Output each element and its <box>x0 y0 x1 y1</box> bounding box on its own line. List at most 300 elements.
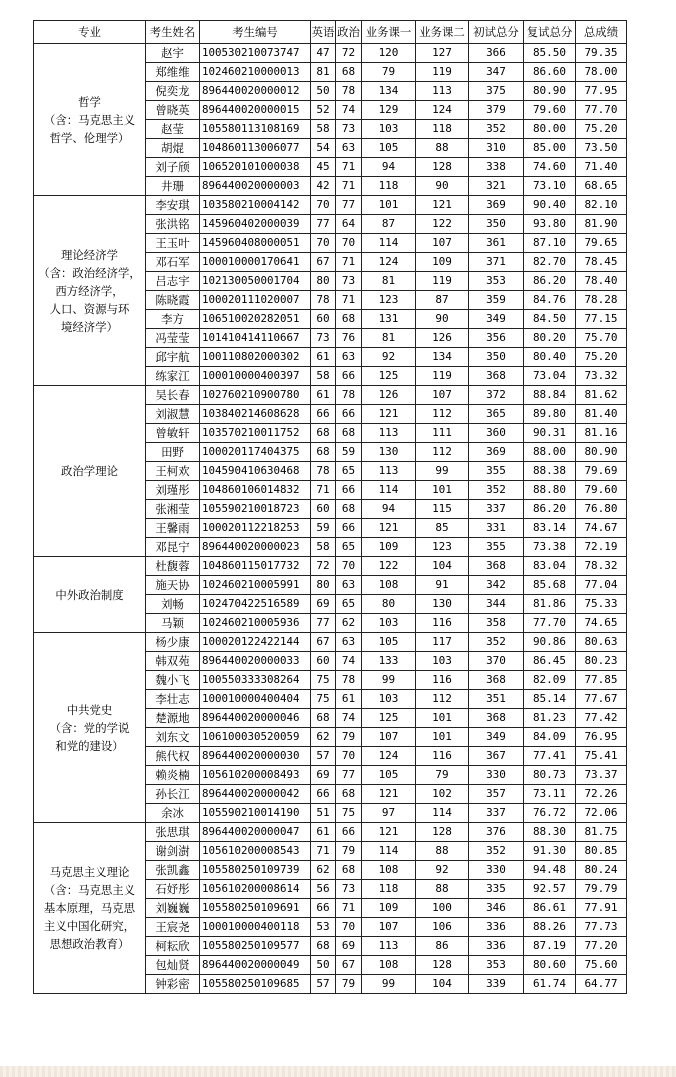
exam-id: 896440020000042 <box>200 785 311 804</box>
final-score: 79.60 <box>576 481 627 500</box>
course-1-score: 105 <box>362 633 416 652</box>
header-initial-total: 初试总分 <box>469 21 524 44</box>
course-2-score: 128 <box>416 823 469 842</box>
english-score: 71 <box>311 481 336 500</box>
candidate-name: 赵莹 <box>146 120 200 139</box>
candidate-name: 张凯鑫 <box>146 861 200 880</box>
course-1-score: 125 <box>362 367 416 386</box>
course-2-score: 102 <box>416 785 469 804</box>
exam-id: 103840214608628 <box>200 405 311 424</box>
politics-score: 78 <box>336 386 362 405</box>
initial-total: 368 <box>469 671 524 690</box>
initial-total: 351 <box>469 690 524 709</box>
retest-total: 89.80 <box>524 405 576 424</box>
course-1-score: 101 <box>362 196 416 215</box>
initial-total: 371 <box>469 253 524 272</box>
exam-id: 105610200008493 <box>200 766 311 785</box>
candidate-name: 孙长江 <box>146 785 200 804</box>
candidate-name: 陈晓霞 <box>146 291 200 310</box>
course-1-score: 107 <box>362 918 416 937</box>
retest-total: 86.20 <box>524 500 576 519</box>
initial-total: 331 <box>469 519 524 538</box>
final-score: 80.63 <box>576 633 627 652</box>
english-score: 61 <box>311 823 336 842</box>
english-score: 60 <box>311 652 336 671</box>
final-score: 77.73 <box>576 918 627 937</box>
candidate-name: 石妤彤 <box>146 880 200 899</box>
course-2-score: 117 <box>416 633 469 652</box>
retest-total: 91.30 <box>524 842 576 861</box>
course-1-score: 126 <box>362 386 416 405</box>
candidate-name: 刘淑慧 <box>146 405 200 424</box>
final-score: 77.70 <box>576 101 627 120</box>
major-label-line: 主义中国化研究， <box>43 919 136 933</box>
table-row <box>34 633 627 652</box>
header-politics: 政治 <box>336 21 362 44</box>
exam-id: 102130050001704 <box>200 272 311 291</box>
exam-id: 100020117404375 <box>200 443 311 462</box>
exam-id: 101410414110667 <box>200 329 311 348</box>
initial-total: 339 <box>469 975 524 994</box>
final-score: 77.42 <box>576 709 627 728</box>
politics-score: 78 <box>336 82 362 101</box>
table-row <box>34 386 627 405</box>
course-1-score: 108 <box>362 956 416 975</box>
major-cell <box>34 823 146 994</box>
major-label-line: 西方经济学， <box>55 283 124 298</box>
exam-id: 100550333308264 <box>200 671 311 690</box>
retest-total: 83.14 <box>524 519 576 538</box>
exam-id: 102460210005991 <box>200 576 311 595</box>
course-1-score: 94 <box>362 500 416 519</box>
candidate-name: 刘畅 <box>146 595 200 614</box>
retest-total: 73.38 <box>524 538 576 557</box>
retest-total: 84.76 <box>524 291 576 310</box>
retest-total: 81.86 <box>524 595 576 614</box>
initial-total: 355 <box>469 462 524 481</box>
candidate-name: 刘子颀 <box>146 158 200 177</box>
course-1-score: 80 <box>362 595 416 614</box>
initial-total: 376 <box>469 823 524 842</box>
politics-score: 66 <box>336 481 362 500</box>
retest-total: 87.10 <box>524 234 576 253</box>
english-score: 57 <box>311 747 336 766</box>
politics-score: 63 <box>336 633 362 652</box>
politics-score: 69 <box>336 937 362 956</box>
retest-total: 90.40 <box>524 196 576 215</box>
initial-total: 375 <box>469 82 524 101</box>
course-2-score: 128 <box>416 158 469 177</box>
english-score: 51 <box>311 804 336 823</box>
candidate-name: 王宸尧 <box>146 918 200 937</box>
candidate-name: 曾晓英 <box>146 101 200 120</box>
course-2-score: 127 <box>416 44 469 63</box>
final-score: 75.20 <box>576 120 627 139</box>
politics-score: 71 <box>336 253 362 272</box>
exam-id: 896440020000047 <box>200 823 311 842</box>
exam-id: 105580113108169 <box>200 120 311 139</box>
table-row <box>34 44 627 63</box>
retest-total: 85.68 <box>524 576 576 595</box>
major-label-line: 理论经济学 <box>61 247 118 262</box>
exam-id: 896440020000030 <box>200 747 311 766</box>
final-score: 73.50 <box>576 139 627 158</box>
course-1-score: 120 <box>362 44 416 63</box>
course-2-score: 100 <box>416 899 469 918</box>
english-score: 70 <box>311 234 336 253</box>
initial-total: 349 <box>469 728 524 747</box>
final-score: 81.16 <box>576 424 627 443</box>
major-label-line: 中共党史 <box>66 702 113 717</box>
english-score: 68 <box>311 709 336 728</box>
final-score: 71.40 <box>576 158 627 177</box>
initial-total: 365 <box>469 405 524 424</box>
course-2-score: 103 <box>416 652 469 671</box>
exam-id: 104590410630468 <box>200 462 311 481</box>
course-1-score: 108 <box>362 576 416 595</box>
final-score: 80.90 <box>576 443 627 462</box>
final-score: 73.37 <box>576 766 627 785</box>
final-score: 68.65 <box>576 177 627 196</box>
final-score: 77.85 <box>576 671 627 690</box>
bottom-decorative-strip <box>0 1066 676 1077</box>
initial-total: 342 <box>469 576 524 595</box>
final-score: 73.32 <box>576 367 627 386</box>
retest-total: 84.50 <box>524 310 576 329</box>
course-2-score: 122 <box>416 215 469 234</box>
final-score: 80.24 <box>576 861 627 880</box>
initial-total: 321 <box>469 177 524 196</box>
initial-total: 366 <box>469 44 524 63</box>
final-score: 77.15 <box>576 310 627 329</box>
major-cell <box>34 557 146 633</box>
final-score: 77.67 <box>576 690 627 709</box>
initial-total: 357 <box>469 785 524 804</box>
exam-id: 896440020000046 <box>200 709 311 728</box>
header-name: 考生姓名 <box>146 21 200 44</box>
final-score: 78.00 <box>576 63 627 82</box>
course-2-score: 99 <box>416 462 469 481</box>
politics-score: 68 <box>336 861 362 880</box>
retest-total: 77.70 <box>524 614 576 633</box>
course-1-score: 129 <box>362 101 416 120</box>
table-row <box>34 823 627 842</box>
candidate-name: 邓昆宁 <box>146 538 200 557</box>
exam-id: 105580250109739 <box>200 861 311 880</box>
initial-total: 355 <box>469 538 524 557</box>
politics-score: 71 <box>336 177 362 196</box>
course-2-score: 109 <box>416 253 469 272</box>
course-1-score: 114 <box>362 842 416 861</box>
final-score: 75.70 <box>576 329 627 348</box>
retest-total: 80.20 <box>524 329 576 348</box>
final-score: 81.62 <box>576 386 627 405</box>
course-2-score: 123 <box>416 538 469 557</box>
course-2-score: 119 <box>416 63 469 82</box>
major-cell <box>34 196 146 386</box>
candidate-name: 邱宇航 <box>146 348 200 367</box>
course-2-score: 115 <box>416 500 469 519</box>
retest-total: 90.31 <box>524 424 576 443</box>
politics-score: 74 <box>336 652 362 671</box>
header-row <box>34 21 627 44</box>
candidate-name: 刘东文 <box>146 728 200 747</box>
retest-total: 80.90 <box>524 82 576 101</box>
course-2-score: 91 <box>416 576 469 595</box>
major-label-line: 基本原理，马克思 <box>43 901 136 915</box>
politics-score: 66 <box>336 519 362 538</box>
retest-total: 86.61 <box>524 899 576 918</box>
course-1-score: 99 <box>362 975 416 994</box>
candidate-name: 余冰 <box>146 804 200 823</box>
initial-total: 353 <box>469 956 524 975</box>
course-1-score: 113 <box>362 462 416 481</box>
course-2-score: 111 <box>416 424 469 443</box>
initial-total: 310 <box>469 139 524 158</box>
politics-score: 68 <box>336 310 362 329</box>
course-1-score: 107 <box>362 728 416 747</box>
candidate-name: 魏小飞 <box>146 671 200 690</box>
exam-id: 896440020000003 <box>200 177 311 196</box>
initial-total: 338 <box>469 158 524 177</box>
course-1-score: 133 <box>362 652 416 671</box>
course-2-score: 124 <box>416 101 469 120</box>
politics-score: 74 <box>336 101 362 120</box>
english-score: 53 <box>311 918 336 937</box>
header-exam-id: 考生编号 <box>200 21 311 44</box>
course-1-score: 113 <box>362 424 416 443</box>
exam-id: 896440020000023 <box>200 538 311 557</box>
course-2-score: 101 <box>416 728 469 747</box>
candidate-name: 刘瑾彤 <box>146 481 200 500</box>
exam-id: 103580210004142 <box>200 196 311 215</box>
exam-id: 105610200008543 <box>200 842 311 861</box>
candidate-name: 李安琪 <box>146 196 200 215</box>
politics-score: 73 <box>336 120 362 139</box>
candidate-name: 钟彩密 <box>146 975 200 994</box>
admission-score-table <box>33 20 627 994</box>
candidate-name: 楚源地 <box>146 709 200 728</box>
candidate-name: 刘巍巍 <box>146 899 200 918</box>
politics-score: 68 <box>336 424 362 443</box>
course-1-score: 87 <box>362 215 416 234</box>
course-2-score: 114 <box>416 804 469 823</box>
candidate-name: 王馨雨 <box>146 519 200 538</box>
candidate-name: 胡焜 <box>146 139 200 158</box>
course-1-score: 113 <box>362 937 416 956</box>
retest-total: 88.84 <box>524 386 576 405</box>
english-score: 81 <box>311 63 336 82</box>
retest-total: 93.80 <box>524 215 576 234</box>
exam-id: 100110802000302 <box>200 348 311 367</box>
header-final-score: 总成绩 <box>576 21 627 44</box>
english-score: 75 <box>311 671 336 690</box>
initial-total: 347 <box>469 63 524 82</box>
final-score: 77.20 <box>576 937 627 956</box>
final-score: 78.32 <box>576 557 627 576</box>
politics-score: 70 <box>336 234 362 253</box>
candidate-name: 井珊 <box>146 177 200 196</box>
course-2-score: 90 <box>416 310 469 329</box>
course-2-score: 134 <box>416 348 469 367</box>
politics-score: 70 <box>336 918 362 937</box>
retest-total: 87.19 <box>524 937 576 956</box>
major-cell <box>34 386 146 557</box>
retest-total: 61.74 <box>524 975 576 994</box>
course-1-score: 105 <box>362 139 416 158</box>
course-1-score: 108 <box>362 861 416 880</box>
course-2-score: 106 <box>416 918 469 937</box>
table-row <box>34 196 627 215</box>
course-1-score: 92 <box>362 348 416 367</box>
final-score: 78.40 <box>576 272 627 291</box>
english-score: 61 <box>311 386 336 405</box>
course-2-score: 104 <box>416 557 469 576</box>
candidate-name: 包灿贤 <box>146 956 200 975</box>
exam-id: 102470422516589 <box>200 595 311 614</box>
politics-score: 59 <box>336 443 362 462</box>
politics-score: 71 <box>336 158 362 177</box>
politics-score: 72 <box>336 44 362 63</box>
course-2-score: 116 <box>416 671 469 690</box>
exam-id: 104860113006077 <box>200 139 311 158</box>
initial-total: 353 <box>469 272 524 291</box>
initial-total: 352 <box>469 481 524 500</box>
final-score: 80.23 <box>576 652 627 671</box>
retest-total: 80.40 <box>524 348 576 367</box>
major-label-line: 境经济学） <box>61 319 118 334</box>
course-2-score: 90 <box>416 177 469 196</box>
course-1-score: 124 <box>362 253 416 272</box>
course-2-score: 88 <box>416 139 469 158</box>
retest-total: 88.26 <box>524 918 576 937</box>
politics-score: 73 <box>336 272 362 291</box>
exam-id: 896440020000015 <box>200 101 311 120</box>
politics-score: 66 <box>336 823 362 842</box>
final-score: 72.19 <box>576 538 627 557</box>
course-1-score: 134 <box>362 82 416 101</box>
politics-score: 65 <box>336 462 362 481</box>
initial-total: 370 <box>469 652 524 671</box>
initial-total: 337 <box>469 804 524 823</box>
exam-id: 102460210005936 <box>200 614 311 633</box>
initial-total: 344 <box>469 595 524 614</box>
final-score: 72.26 <box>576 785 627 804</box>
exam-id: 105590210014190 <box>200 804 311 823</box>
exam-id: 145960408000051 <box>200 234 311 253</box>
course-1-score: 130 <box>362 443 416 462</box>
major-label-line: 和党的建设） <box>55 738 124 753</box>
exam-id: 100530210073747 <box>200 44 311 63</box>
course-2-score: 116 <box>416 747 469 766</box>
final-score: 74.65 <box>576 614 627 633</box>
header-major: 专业 <box>34 21 146 44</box>
retest-total: 90.86 <box>524 633 576 652</box>
initial-total: 361 <box>469 234 524 253</box>
english-score: 70 <box>311 196 336 215</box>
candidate-name: 杜馥蓉 <box>146 557 200 576</box>
course-1-score: 94 <box>362 158 416 177</box>
english-score: 54 <box>311 139 336 158</box>
retest-total: 73.10 <box>524 177 576 196</box>
politics-score: 63 <box>336 139 362 158</box>
final-score: 79.65 <box>576 234 627 253</box>
retest-total: 76.72 <box>524 804 576 823</box>
politics-score: 70 <box>336 557 362 576</box>
course-2-score: 112 <box>416 690 469 709</box>
politics-score: 77 <box>336 196 362 215</box>
course-1-score: 131 <box>362 310 416 329</box>
english-score: 68 <box>311 424 336 443</box>
course-2-score: 128 <box>416 956 469 975</box>
politics-score: 63 <box>336 348 362 367</box>
english-score: 61 <box>311 348 336 367</box>
retest-total: 80.73 <box>524 766 576 785</box>
initial-total: 356 <box>469 329 524 348</box>
course-1-score: 99 <box>362 671 416 690</box>
english-score: 66 <box>311 785 336 804</box>
course-2-score: 121 <box>416 196 469 215</box>
major-label-line: （含：马克思主义 <box>43 883 136 897</box>
course-1-score: 114 <box>362 234 416 253</box>
english-score: 62 <box>311 728 336 747</box>
candidate-name: 杨少康 <box>146 633 200 652</box>
candidate-name: 张洪铭 <box>146 215 200 234</box>
exam-id: 896440020000033 <box>200 652 311 671</box>
header-course-1: 业务课一 <box>362 21 416 44</box>
english-score: 78 <box>311 462 336 481</box>
initial-total: 368 <box>469 367 524 386</box>
course-1-score: 121 <box>362 823 416 842</box>
english-score: 45 <box>311 158 336 177</box>
initial-total: 330 <box>469 861 524 880</box>
exam-id: 896440020000012 <box>200 82 311 101</box>
english-score: 59 <box>311 519 336 538</box>
course-2-score: 119 <box>416 272 469 291</box>
final-score: 75.33 <box>576 595 627 614</box>
candidate-name: 练家江 <box>146 367 200 386</box>
retest-total: 82.70 <box>524 253 576 272</box>
final-score: 79.69 <box>576 462 627 481</box>
initial-total: 368 <box>469 709 524 728</box>
retest-total: 79.60 <box>524 101 576 120</box>
course-1-score: 125 <box>362 709 416 728</box>
final-score: 82.10 <box>576 196 627 215</box>
candidate-name: 李壮志 <box>146 690 200 709</box>
exam-id: 106520101000038 <box>200 158 311 177</box>
exam-id: 106100030520059 <box>200 728 311 747</box>
politics-score: 68 <box>336 63 362 82</box>
final-score: 79.79 <box>576 880 627 899</box>
course-2-score: 116 <box>416 614 469 633</box>
retest-total: 88.00 <box>524 443 576 462</box>
exam-id: 100010000400397 <box>200 367 311 386</box>
retest-total: 77.41 <box>524 747 576 766</box>
politics-score: 77 <box>336 766 362 785</box>
retest-total: 82.09 <box>524 671 576 690</box>
course-1-score: 121 <box>362 519 416 538</box>
exam-id: 105610200008614 <box>200 880 311 899</box>
english-score: 56 <box>311 880 336 899</box>
candidate-name: 王柯欢 <box>146 462 200 481</box>
candidate-name: 张湘莹 <box>146 500 200 519</box>
final-score: 77.95 <box>576 82 627 101</box>
retest-total: 85.00 <box>524 139 576 158</box>
course-2-score: 107 <box>416 386 469 405</box>
exam-id: 102460210000013 <box>200 63 311 82</box>
initial-total: 359 <box>469 291 524 310</box>
initial-total: 352 <box>469 633 524 652</box>
